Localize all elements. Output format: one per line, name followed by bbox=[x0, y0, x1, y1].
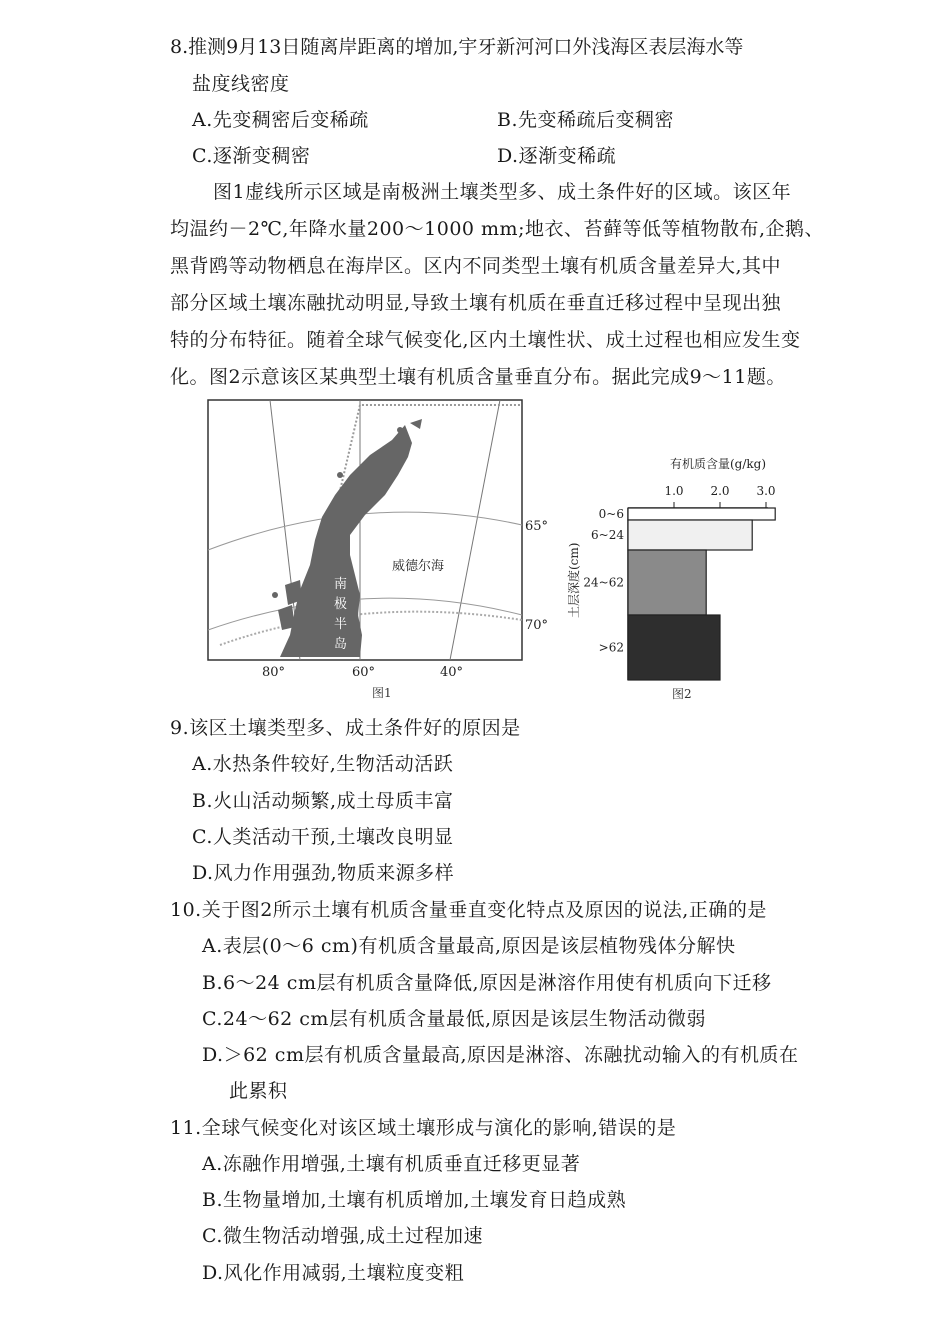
chart-y-title: 土层深度(cm) bbox=[567, 542, 581, 618]
q10-option-d-cont: 此累积 bbox=[229, 1080, 288, 1102]
category-label-2: 24~62 bbox=[583, 575, 624, 590]
q10-stem: 10.关于图2所示土壤有机质含量垂直变化特点及原因的说法,正确的是 bbox=[170, 899, 767, 921]
q10-option-a: A.表层(0～6 cm)有机质含量最高,原因是该层植物残体分解快 bbox=[202, 935, 736, 957]
bar-1 bbox=[628, 520, 752, 550]
q8-option-d: D.逐渐变稀疏 bbox=[497, 145, 617, 167]
lat-label-65: 65° bbox=[525, 519, 549, 534]
q9-option-c: C.人类活动干预,土壤改良明显 bbox=[192, 826, 454, 848]
q9-option-b: B.火山活动频繁,成土母质丰富 bbox=[192, 790, 454, 812]
island-small-3 bbox=[272, 592, 278, 598]
passage-line-3: 黑背鸥等动物栖息在海岸区。区内不同类型土壤有机质含量差异大,其中 bbox=[170, 255, 782, 277]
lon-label-60: 60° bbox=[352, 665, 376, 680]
passage-line-5: 特的分布特征。随着全球气候变化,区内土壤性状、成土过程也相应发生变 bbox=[170, 329, 801, 351]
category-label-3: >62 bbox=[598, 640, 624, 655]
q9-option-d: D.风力作用强劲,物质来源多样 bbox=[192, 862, 455, 884]
q9-stem: 9.该区土壤类型多、成土条件好的原因是 bbox=[170, 717, 521, 739]
q9-option-a: A.水热条件较好,生物活动活跃 bbox=[192, 753, 454, 775]
sea-label: 威德尔海 bbox=[392, 559, 445, 574]
passage-line-2: 均温约－2℃,年降水量200～1000 mm;地衣、苔藓等低等植物散布,企鹅、 bbox=[170, 218, 825, 240]
peninsula-label-3: 半 bbox=[334, 617, 348, 632]
x-tick-label: 2.0 bbox=[710, 484, 730, 498]
chart-axis-title: 有机质含量(g/kg) bbox=[669, 457, 767, 471]
figure1-caption: 图1 bbox=[372, 686, 392, 700]
figure2-chart bbox=[560, 450, 800, 705]
passage-line-4: 部分区域土壤冻融扰动明显,导致土壤有机质在垂直迁移过程中呈现出独 bbox=[170, 292, 782, 314]
q11-stem: 11.全球气候变化对该区域土壤形成与演化的影响,错误的是 bbox=[170, 1117, 677, 1139]
q8-stem-top: 8.推测9月13日随离岸距离的增加,宇牙新河河口外浅海区表层海水等 bbox=[170, 36, 744, 58]
island-small-1 bbox=[397, 427, 403, 433]
q8-option-a: A.先变稠密后变稀疏 bbox=[192, 109, 369, 131]
q11-option-a: A.冻融作用增强,土壤有机质垂直迁移更显著 bbox=[202, 1153, 581, 1175]
figure2-caption: 图2 bbox=[672, 687, 692, 701]
lon-label-80: 80° bbox=[262, 665, 286, 680]
peninsula-label-1: 南 bbox=[334, 577, 348, 592]
q8-stem-bottom: 盐度线密度 bbox=[192, 73, 290, 95]
q11-option-c: C.微生物活动增强,成土过程加速 bbox=[202, 1225, 483, 1247]
q10-option-c: C.24～62 cm层有机质含量最低,原因是该层生物活动微弱 bbox=[202, 1008, 706, 1030]
q10-option-b: B.6～24 cm层有机质含量降低,原因是淋溶作用使有机质向下迁移 bbox=[202, 972, 772, 994]
bar-0 bbox=[628, 508, 775, 520]
peninsula-label-4: 岛 bbox=[334, 637, 348, 652]
q8-option-c: C.逐渐变稠密 bbox=[192, 145, 311, 167]
q8-stem-cut bbox=[170, 30, 830, 60]
x-tick-label: 1.0 bbox=[664, 484, 684, 498]
island-small-2 bbox=[337, 472, 343, 478]
lat-label-70: 70° bbox=[525, 618, 549, 633]
passage-line-6: 化。图2示意该区某典型土壤有机质含量垂直分布。据此完成9～11题。 bbox=[170, 366, 786, 388]
q11-option-b: B.生物量增加,土壤有机质增加,土壤发育日趋成熟 bbox=[202, 1189, 627, 1211]
passage-line-1: 图1虚线所示区域是南极洲土壤类型多、成土条件好的区域。该区年 bbox=[213, 181, 792, 203]
bar-2 bbox=[628, 550, 706, 615]
category-label-0: 0~6 bbox=[598, 507, 624, 521]
lon-label-40: 40° bbox=[440, 665, 464, 680]
figure1-map bbox=[200, 395, 560, 705]
q11-option-d: D.风化作用减弱,土壤粒度变粗 bbox=[202, 1262, 465, 1284]
q8-option-b: B.先变稀疏后变稠密 bbox=[497, 109, 675, 131]
peninsula-label-2: 极 bbox=[334, 597, 348, 612]
category-label-1: 6~24 bbox=[591, 528, 624, 542]
x-tick-label: 3.0 bbox=[756, 484, 776, 498]
q10-option-d: D.＞62 cm层有机质含量最高,原因是淋溶、冻融扰动输入的有机质在 bbox=[202, 1044, 799, 1066]
bar-3 bbox=[628, 615, 720, 680]
